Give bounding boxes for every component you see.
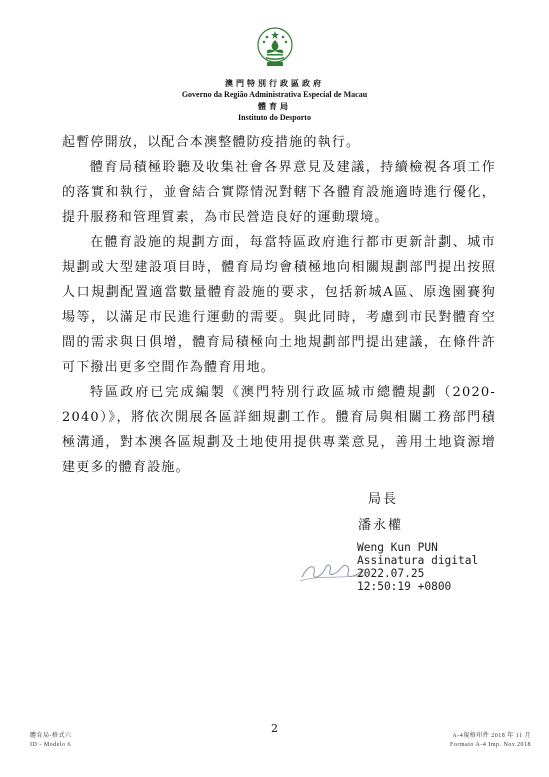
footer-left: [30, 732, 72, 750]
department-name-pt: Instituto do Desporto: [238, 113, 311, 122]
signatory-title: 局長: [368, 492, 399, 507]
paragraph-2: 體育局積極聆聽及收集社會各界意見及建議，持續檢視各項工作的落實和執行，並會結合實際情況對轄下各體育設施適時進行優化，提升服務和管理質素，為市民營造良好的運動環境。: [62, 160, 496, 225]
footer-right: [450, 732, 531, 750]
signatory-name: 潘永權: [358, 518, 404, 533]
digital-signature-date: 2022.07.25: [357, 567, 425, 580]
letterhead: [0, 26, 549, 123]
form-code-pt: ID - Modelo 6: [30, 742, 71, 748]
paragraph-4: 特區政府已完成編製《澳門特別行政區城市總體規劃（2020-2040）》，將依次開展各區詳細規劃工作。體育局與相關工務部門積極溝通，對本澳各區規劃及土地使用提供專業意見，善用土地資源增建更多的體育設施。: [62, 385, 496, 475]
department-name-zh: 體育局: [258, 102, 291, 111]
paragraph-1: 起暫停開放，以配合本澳整體防疫措施的執行。: [62, 135, 361, 150]
page-number: 2: [271, 722, 278, 735]
digital-signature-label: Assinatura digital: [357, 554, 479, 567]
macau-emblem-icon: [255, 26, 295, 68]
government-name-pt: Governo da Região Administrativa Especial de Macau: [181, 90, 368, 99]
form-code-zh: 體育局-格式六: [30, 733, 72, 739]
digital-signature-stamp: [357, 541, 478, 593]
print-format-pt: Formato A-4 Imp. Nov.2018: [450, 742, 531, 748]
letter-body: [62, 130, 496, 480]
paragraph-3: 在體育設施的規劃方面，每當特區政府進行都市更新計劃、城市規劃或大型建設項目時，體育局均會積極地向相關規劃部門提出按照人口規劃配置適當數量體育設施的要求，包括新城A區、原逸園賽狗場等，以滿足市民進行運動的需要。與此同時，考慮到市民對體育空間的需求與日俱增，體育局積極向土地規劃部門提出建議，在條件許可下撥出更多空間作為體育用地。: [62, 235, 496, 375]
government-name-zh: 澳門特別行政區政府: [225, 79, 324, 88]
digital-signer-name: Weng Kun PUN: [357, 541, 438, 554]
digital-signature-time: 12:50:19 +0800: [357, 580, 452, 593]
print-format-zh: A-4規格印件 2018 年 11 月: [452, 733, 531, 739]
